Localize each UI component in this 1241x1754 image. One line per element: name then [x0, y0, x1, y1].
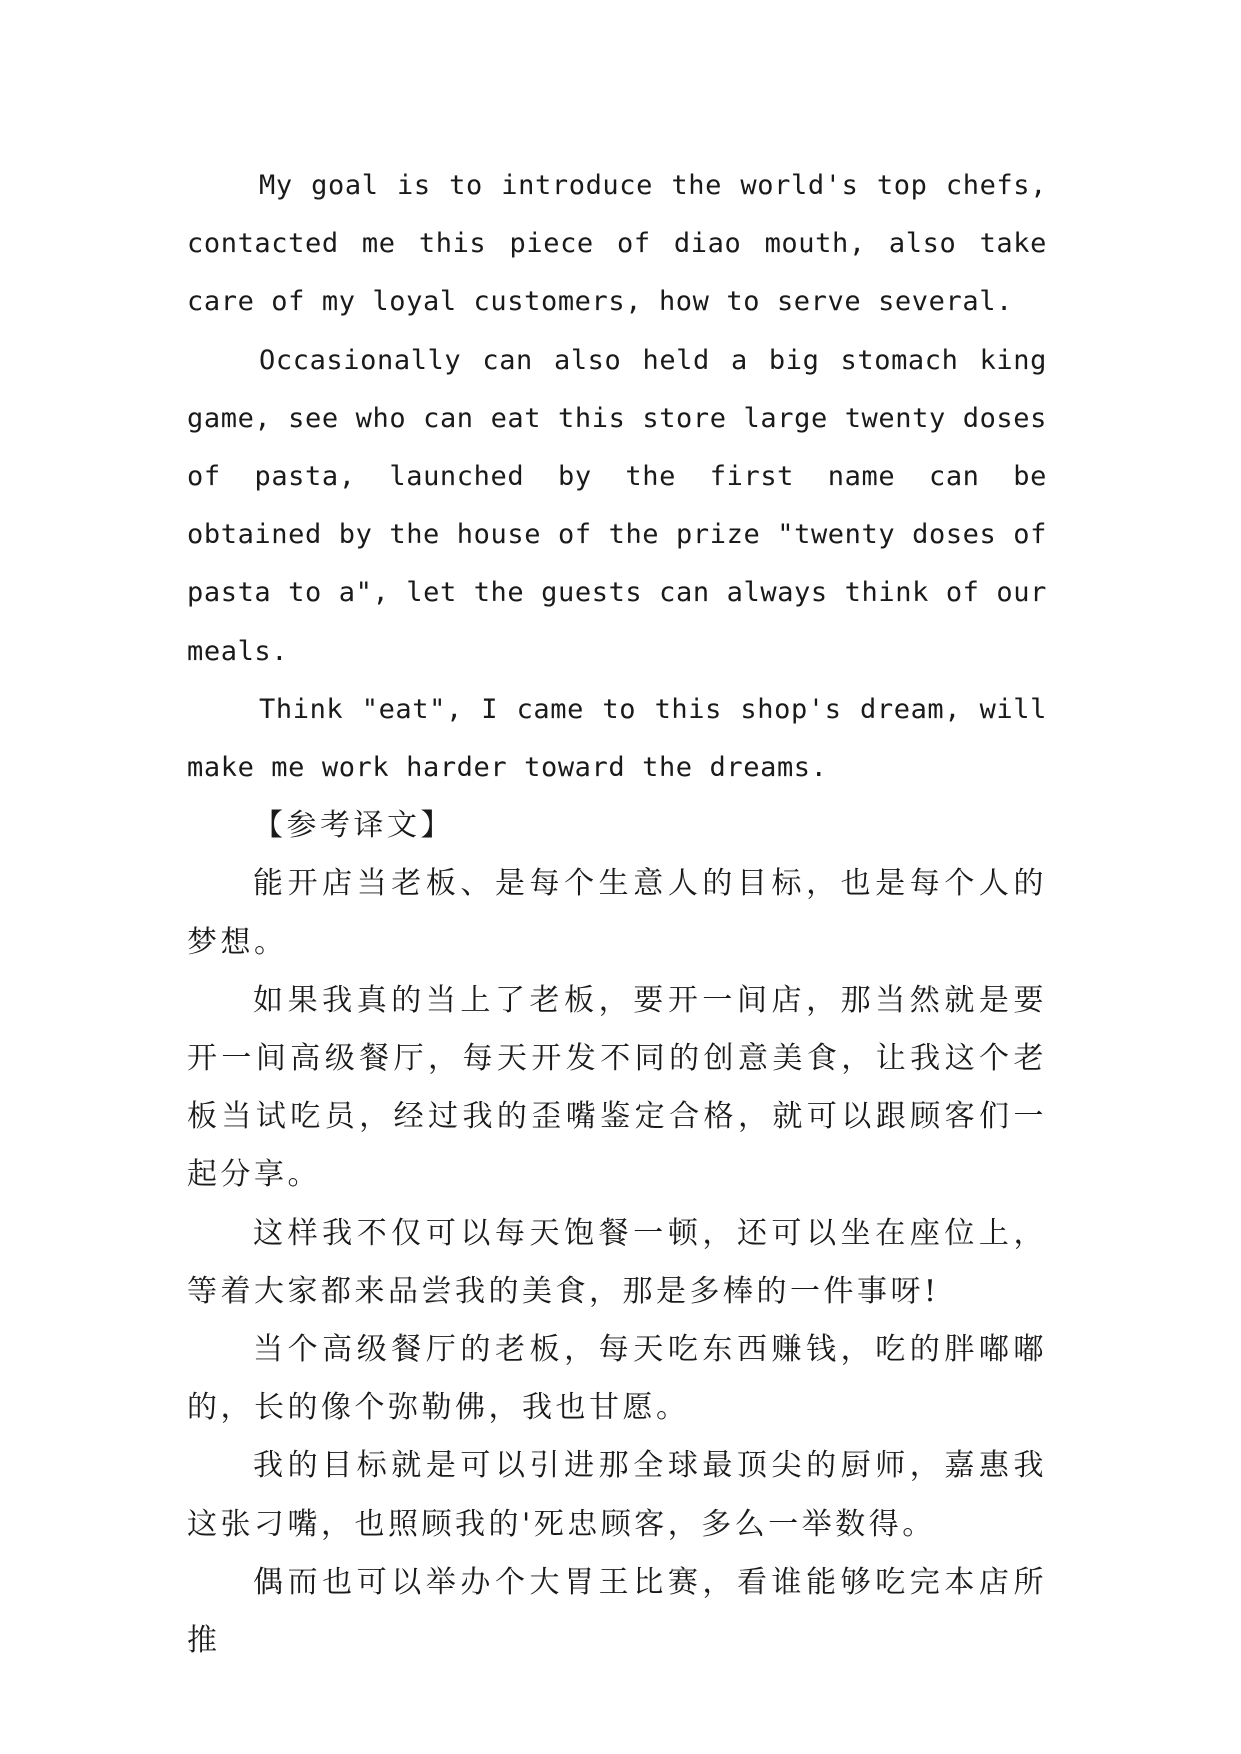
english-paragraph: My goal is to introduce the world's top chefs, contacted me this piece of diao mouth, also take care of my loyal customers, how to serve several.	[187, 170, 1047, 318]
chinese-paragraph: 如果我真的当上了老板，要开一间店，那当然就是要开一间高级餐厅，每天开发不同的创意美食，让我这个老板当试吃员，经过我的歪嘴鉴定合格，就可以跟顾客们一起分享。	[187, 982, 1047, 1193]
translation-heading: 【参考译文】	[253, 808, 454, 844]
chinese-paragraph: 这样我不仅可以每天饱餐一顿，还可以坐在座位上，等着大家都来品尝我的美食，那是多棒的一件事呀!	[187, 1215, 1047, 1309]
chinese-paragraph: 我的目标就是可以引进那全球最顶尖的厨师，嘉惠我这张刁嘴，也照顾我的'死忠顾客，多么一举数得。	[187, 1448, 1047, 1542]
chinese-paragraph: 当个高级餐厅的老板，每天吃东西赚钱，吃的胖嘟嘟的，长的像个弥勒佛，我也甘愿。	[187, 1332, 1047, 1426]
chinese-paragraph: 能开店当老板、是每个生意人的目标，也是每个人的梦想。	[187, 866, 1047, 960]
chinese-paragraph: 偶而也可以举办个大胃王比赛，看谁能够吃完本店所推	[187, 1564, 1047, 1659]
english-paragraph: Think "eat", I came to this shop's dream, will make me work harder toward the dreams.	[187, 693, 1047, 784]
document-body	[187, 157, 1047, 1670]
english-paragraph: Occasionally can also held a big stomach king game, see who can eat this store large twenty doses of pasta, launched by the first name can be obtained by the house of the prize "twenty doses of pasta to a", let the guests can always think of our meals.	[187, 344, 1047, 667]
